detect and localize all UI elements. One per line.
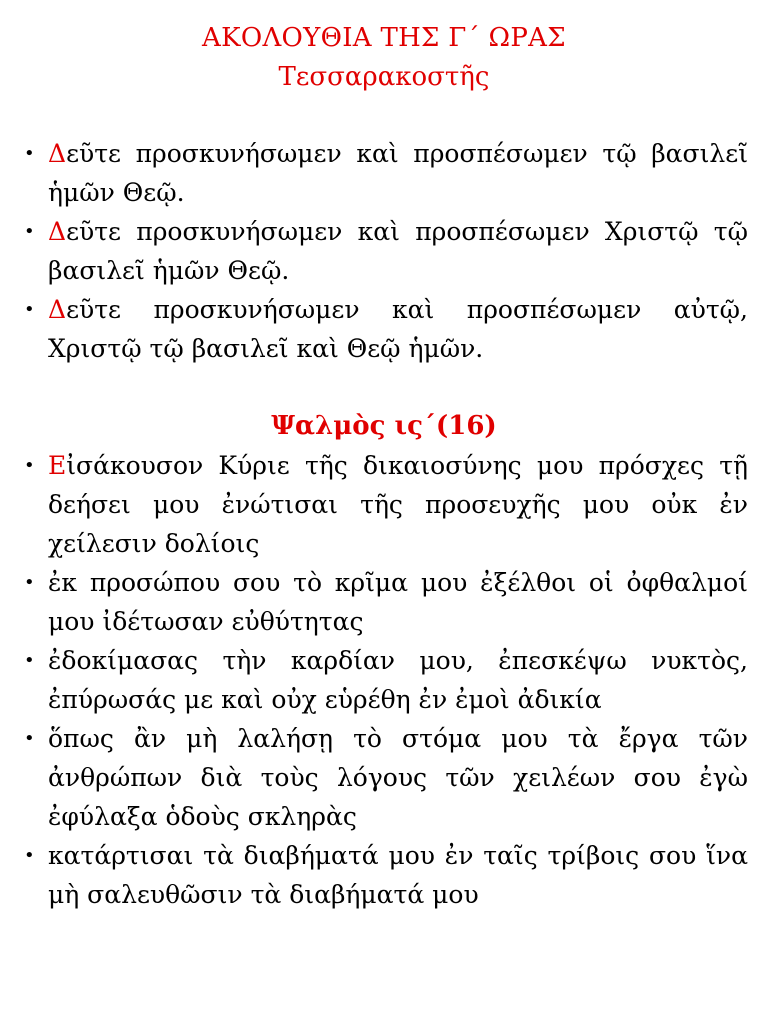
bullet-icon: • bbox=[24, 299, 35, 320]
verse-initial: Δ bbox=[48, 139, 67, 168]
verse-text: ἰσάκουσον Κύριε τῆς δικαιοσύνης μου πρόσχες τῇ δεήσει μου ἐνώτισαι τῆς προσευχῆς μου οὐκ ἐν χείλεσιν δολίοις bbox=[48, 451, 748, 558]
verse-text: ἐδοκίμασας τὴν καρδίαν μου, ἐπεσκέψω νυκτὸς, ἐπύρωσάς με καὶ οὐχ εὑρέθη ἐν ἐμοὶ ἀδικία bbox=[48, 646, 748, 714]
bullet-icon: • bbox=[24, 455, 35, 476]
verse-text: εῦτε προσκυνήσωμεν καὶ προσπέσωμεν τῷ βασιλεῖ ἡμῶν Θεῷ. bbox=[48, 139, 748, 207]
bullet-icon: • bbox=[24, 650, 35, 671]
page-title: ΑΚΟΛΟΥΘΙΑ ΤΗΣ Γ΄ ΩΡΑΣ bbox=[202, 23, 566, 53]
page-subtitle: Τεσσαρακοστῆς bbox=[278, 62, 490, 92]
psalm-verse bbox=[20, 563, 748, 641]
intro-verse bbox=[20, 212, 748, 290]
verse-initial: Ε bbox=[48, 451, 67, 480]
bullet-icon: • bbox=[24, 845, 35, 866]
bullet-icon: • bbox=[24, 728, 35, 749]
psalm-verse-list bbox=[20, 446, 748, 914]
spacer bbox=[20, 96, 748, 134]
psalm-verse bbox=[20, 836, 748, 914]
verse-text: ὅπως ἂν μὴ λαλήσῃ τὸ στόμα μου τὰ ἔργα τῶν ἀνθρώπων διὰ τοὺς λόγους τῶν χειλέων σου ἐγὼ ἐφύλαξα ὁδοὺς σκληρὰς bbox=[48, 724, 748, 831]
psalm-verse bbox=[20, 641, 748, 719]
verse-text: εῦτε προσκυνήσωμεν καὶ προσπέσωμεν Χριστῷ τῷ βασιλεῖ ἡμῶν Θεῷ. bbox=[48, 217, 748, 285]
bullet-icon: • bbox=[24, 143, 35, 164]
verse-text: εῦτε προσκυνήσωμεν καὶ προσπέσωμεν αὐτῷ, Χριστῷ τῷ βασιλεῖ καὶ Θεῷ ἡμῶν. bbox=[48, 295, 748, 363]
spacer bbox=[20, 368, 748, 406]
bullet-icon: • bbox=[24, 572, 35, 593]
psalm-verse bbox=[20, 719, 748, 836]
intro-verse bbox=[20, 134, 748, 212]
verse-initial: Δ bbox=[48, 295, 67, 324]
verse-text: ἐκ προσώπου σου τὸ κρῖμα μου ἐξέλθοι οἱ ὀφθαλμοί μου ἰδέτωσαν εὐθύτητας bbox=[48, 568, 748, 636]
verse-initial: Δ bbox=[48, 217, 67, 246]
bullet-icon: • bbox=[24, 221, 35, 242]
psalm-verse bbox=[20, 446, 748, 563]
verse-text: κατάρτισαι τὰ διαβήματά μου ἐν ταῖς τρίβοις σου ἵνα μὴ σαλευθῶσιν τὰ διαβήματά μου bbox=[48, 841, 748, 909]
intro-verse bbox=[20, 290, 748, 368]
psalm-heading: Ψαλμὸς ις΄(16) bbox=[271, 411, 497, 441]
intro-verse-list bbox=[20, 134, 748, 368]
